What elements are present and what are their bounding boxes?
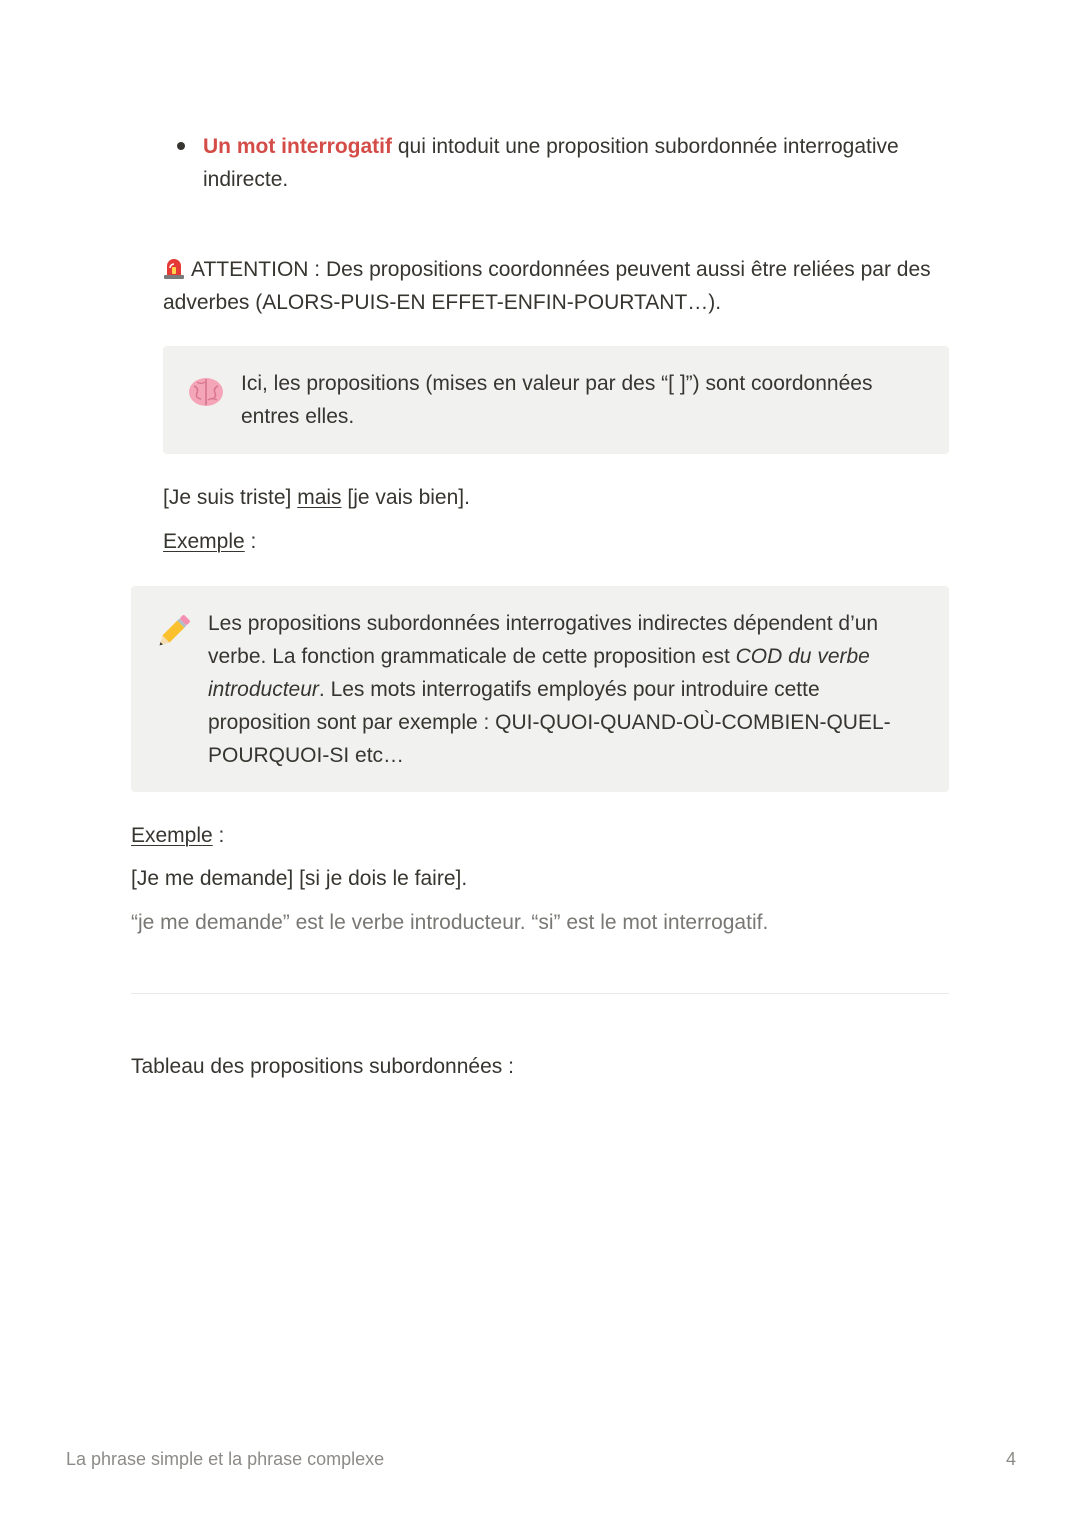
callout-pencil-text-b: . Les mots interrogatifs employés pour introduire cette proposition sont par exemple : QUI-QUOI-QUAND-OÙ-COMBIEN-QUEL-POURQUOI-SI etc… [208,678,891,767]
divider [131,993,949,994]
attention-paragraph [163,253,953,319]
footer-title: La phrase simple et la phrase complexe [66,1449,385,1469]
bullet-dot [177,142,185,150]
bullet-text: qui intoduit une proposition subordonnée interrogative indirecte. [203,135,899,191]
example-label-1 [163,525,256,558]
brain-icon [187,374,225,410]
attention-text: ATTENTION : Des propositions coordonnées peuvent aussi être reliées par des adverbes (ALORS-PUIS-EN EFFET-ENFIN-POURTANT…). [163,258,931,314]
conjunction: mais [297,486,342,509]
example-label-text: Exemple [163,530,245,553]
example-label-colon: : [244,530,257,553]
callout-pencil-text-a: Les propositions subordonnées interrogatives indirectes dépendent d’un verbe. La fonction grammaticale de cette proposition est [208,612,879,668]
bullet-item [203,130,943,196]
example-part-2: [je vais bien]. [341,486,470,509]
table-title: Tableau des propositions subordonnées : [131,1055,514,1078]
example-note: “je me demande” est le verbe introducteur. “si” est le mot interrogatif. [131,911,769,934]
example-sentence-coordination [163,481,470,514]
callout-pencil-italic: COD du verbe introducteur [208,645,870,701]
callout-brain-text: Ici, les propositions (mises en valeur par des “[ ]”) sont coordonnées entres elles. [241,372,873,428]
callout-pencil [131,586,949,792]
page-number: 4 [1005,1449,1016,1469]
example-label-text-2: Exemple [131,824,213,847]
callout-brain [163,346,949,454]
example-label-colon-2: : [212,824,225,847]
example-sentence-interrogative: [Je me demande] [si je dois le faire]. [131,867,468,890]
example-label-2 [131,819,224,852]
siren-icon [163,256,185,280]
callout-pencil-text [208,607,928,772]
bullet-highlight: Un mot interrogatif [203,135,392,158]
pencil-icon [151,610,195,654]
example-part-1: [Je suis triste] [163,486,298,509]
